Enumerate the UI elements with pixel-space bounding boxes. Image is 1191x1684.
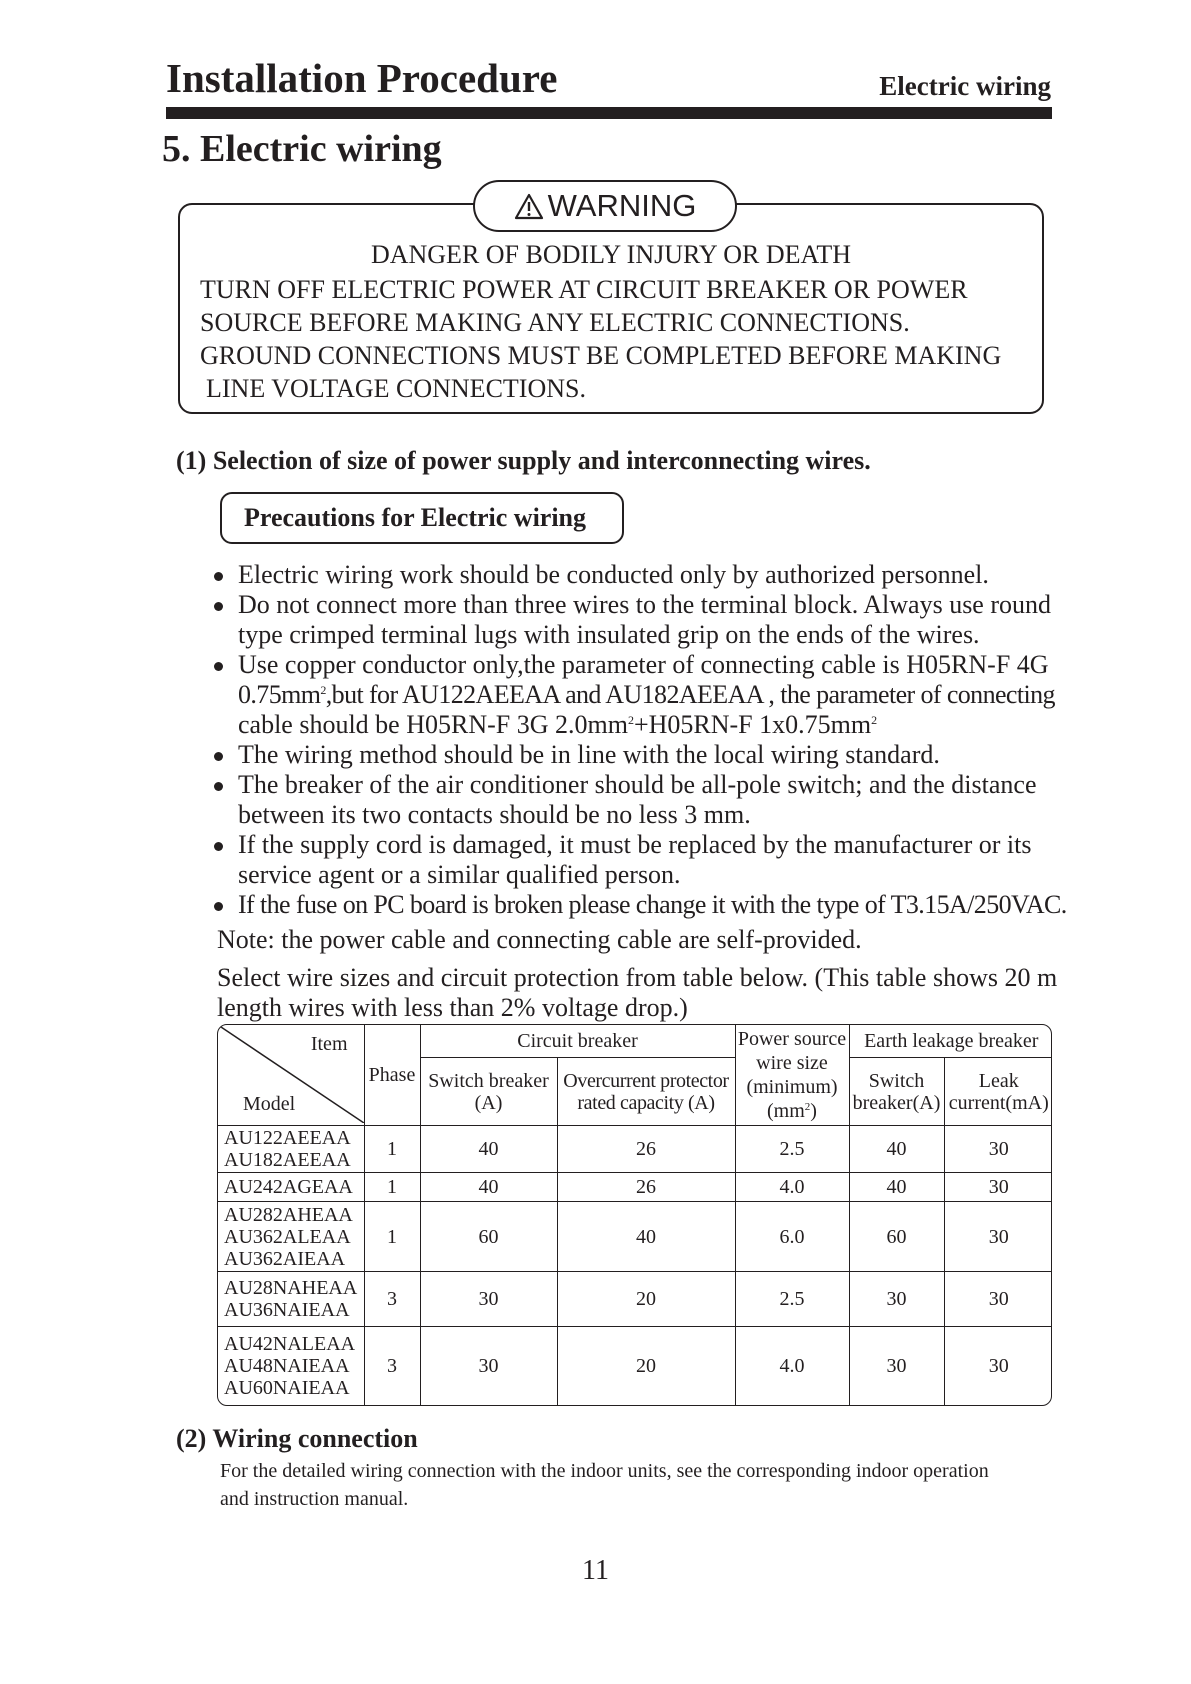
- warning-danger-text: DANGER OF BODILY INJURY OR DEATH: [370, 240, 852, 269]
- model-cell: [218, 1173, 364, 1202]
- overcurrent-cell: 26: [557, 1126, 735, 1173]
- wire-size-cell: 2.5: [735, 1271, 849, 1326]
- precautions-list: [210, 560, 1090, 920]
- list-item: [210, 740, 1090, 770]
- list-item: [210, 560, 1090, 590]
- header-switch-breaker: [420, 1058, 557, 1126]
- superscript: 2: [871, 713, 878, 727]
- model-name: AU362ALEAA: [224, 1225, 351, 1248]
- leak-current-cell: 30: [944, 1271, 1052, 1326]
- header-el-switch: [849, 1058, 944, 1126]
- header-rule: [166, 107, 1052, 119]
- el-switch-cell: 60: [849, 1202, 944, 1272]
- superscript: 2: [804, 1101, 811, 1114]
- bullet-text: service agent or a similar qualified person.: [238, 860, 681, 889]
- subsection-2-heading: (2) Wiring connection: [176, 1424, 418, 1453]
- table-row: [218, 1327, 1052, 1405]
- leak-current-cell: 30: [944, 1126, 1052, 1173]
- switch-breaker-cell: 40: [420, 1173, 557, 1202]
- switch-breaker-cell: 40: [420, 1126, 557, 1173]
- bullet-text: +H05RN-F 1x0.75mm: [633, 710, 872, 739]
- list-item: [210, 890, 1090, 920]
- wire-size-cell: 2.5: [735, 1126, 849, 1173]
- bullet-text: If the fuse on PC board is broken please change it with the type of T3.15A/250VAC.: [238, 890, 1067, 919]
- wiring-connection-text: and instruction manual.: [220, 1488, 409, 1510]
- header-leak-current: [944, 1058, 1052, 1126]
- wire-size-cell: 6.0: [735, 1202, 849, 1272]
- wire-size-cell: 4.0: [735, 1173, 849, 1202]
- wire-size-table: [217, 1024, 1052, 1406]
- warning-line: GROUND CONNECTIONS MUST BE COMPLETED BEFORE MAKING: [200, 341, 1002, 370]
- leak-current-cell: 30: [944, 1327, 1052, 1405]
- page-header-title: Installation Procedure: [166, 55, 558, 101]
- header-text: breaker(A): [852, 1091, 941, 1114]
- header-phase: Phase: [364, 1025, 420, 1126]
- el-switch-cell: 40: [849, 1126, 944, 1173]
- model-name: AU282AHEAA: [224, 1203, 353, 1226]
- warning-line: LINE VOLTAGE CONNECTIONS.: [206, 374, 586, 403]
- header-text: Switch: [868, 1069, 925, 1092]
- header-text: wire size: [756, 1052, 828, 1075]
- wire-size-cell: 4.0: [735, 1327, 849, 1405]
- list-item: [210, 650, 1090, 740]
- bullet-text: type crimped terminal lugs with insulated grip on the ends of the wires.: [238, 620, 980, 649]
- table-row: [218, 1126, 1052, 1173]
- model-name: AU242AGEAA: [224, 1176, 353, 1199]
- header-text: Overcurrent protector: [563, 1069, 729, 1092]
- note-text: Note: the power cable and connecting cable are self-provided.: [217, 925, 862, 954]
- precautions-title: Precautions for Electric wiring: [220, 492, 624, 544]
- header-text: (minimum): [746, 1076, 838, 1099]
- model-cell: [218, 1202, 364, 1272]
- section-title: 5. Electric wiring: [162, 128, 442, 170]
- bullet-text: cable should be H05RN-F 3G 2.0mm: [238, 710, 628, 739]
- corner-item-label: Item: [310, 1033, 348, 1055]
- model-name: AU48NAIEAA: [224, 1355, 350, 1378]
- bullet-text: 0.75mm: [238, 680, 321, 709]
- model-name: AU122AEEAA: [224, 1127, 351, 1150]
- wiring-connection-text: For the detailed wiring connection with the indoor units, see the corresponding indoor operation: [220, 1460, 989, 1482]
- leak-current-cell: 30: [944, 1173, 1052, 1202]
- header-text: (A): [474, 1091, 503, 1114]
- bullet-text: ,but for AU122AEEAA and AU182AEEAA , the parameter of connecting: [325, 680, 1055, 709]
- superscript: 2: [320, 683, 326, 697]
- table-corner-cell: [218, 1025, 364, 1126]
- select-text: Select wire sizes and circuit protection from table below. (This table shows 20 m: [217, 963, 1058, 992]
- model-name: AU182AEEAA: [224, 1149, 351, 1172]
- overcurrent-cell: 26: [557, 1173, 735, 1202]
- header-text: Power source: [737, 1028, 847, 1051]
- header-circuit-breaker: Circuit breaker: [420, 1025, 735, 1058]
- el-switch-cell: 30: [849, 1327, 944, 1405]
- subsection-1-heading: (1) Selection of size of power supply and interconnecting wires.: [176, 446, 871, 475]
- model-cell: [218, 1126, 364, 1173]
- model-cell: [218, 1327, 364, 1405]
- corner-model-label: Model: [243, 1093, 296, 1116]
- switch-breaker-cell: 30: [420, 1327, 557, 1405]
- header-text: current(mA): [948, 1091, 1049, 1114]
- el-switch-cell: 40: [849, 1173, 944, 1202]
- list-item: [210, 770, 1090, 830]
- bullet-text: The wiring method should be in line with the local wiring standard.: [238, 740, 940, 769]
- warning-triangle-icon: [514, 193, 544, 220]
- header-text: rated capacity (A): [577, 1091, 715, 1114]
- leak-current-cell: 30: [944, 1202, 1052, 1272]
- el-switch-cell: 30: [849, 1271, 944, 1326]
- header-overcurrent: [557, 1058, 735, 1126]
- table-row: [218, 1271, 1052, 1326]
- model-cell: [218, 1271, 364, 1326]
- bullet-text: between its two contacts should be no less 3 mm.: [238, 800, 751, 829]
- header-text: ): [810, 1100, 817, 1123]
- model-name: AU60NAIEAA: [224, 1377, 350, 1400]
- model-name: AU36NAIEAA: [224, 1299, 350, 1322]
- page-number: 11: [582, 1555, 609, 1586]
- phase-cell: 3: [364, 1271, 420, 1326]
- overcurrent-cell: 40: [557, 1202, 735, 1272]
- header-wire-size: [735, 1025, 849, 1126]
- phase-cell: 1: [364, 1173, 420, 1202]
- bullet-text: Electric wiring work should be conducted only by authorized personnel.: [238, 560, 989, 589]
- bullet-text: If the supply cord is damaged, it must be replaced by the manufacturer or its: [238, 830, 1032, 859]
- page-header-section-label: Electric wiring: [879, 71, 1051, 101]
- bullet-text: Use copper conductor only,the parameter of connecting cable is H05RN-F 4G: [238, 650, 1049, 679]
- warning-line: TURN OFF ELECTRIC POWER AT CIRCUIT BREAKER OR POWER: [200, 275, 968, 304]
- phase-cell: 1: [364, 1126, 420, 1173]
- table-row: [218, 1202, 1052, 1272]
- list-item: [210, 830, 1090, 890]
- header-text: Switch breaker: [428, 1069, 549, 1092]
- header-earth-leakage: Earth leakage breaker: [849, 1025, 1052, 1058]
- warning-label: [473, 180, 737, 232]
- header-text: Leak: [978, 1069, 1019, 1092]
- model-name: AU362AIEAA: [224, 1247, 346, 1270]
- model-name: AU28NAHEAA: [224, 1277, 358, 1300]
- warning-label-text: WARNING: [547, 188, 697, 223]
- select-text: length wires with less than 2% voltage drop.): [217, 993, 688, 1022]
- list-item: [210, 590, 1090, 650]
- overcurrent-cell: 20: [557, 1327, 735, 1405]
- phase-cell: 1: [364, 1202, 420, 1272]
- bullet-text: Do not connect more than three wires to the terminal block. Always use round: [238, 590, 1052, 619]
- switch-breaker-cell: 60: [420, 1202, 557, 1272]
- table-row: [218, 1173, 1052, 1202]
- warning-line: SOURCE BEFORE MAKING ANY ELECTRIC CONNECTIONS.: [200, 308, 910, 337]
- bullet-text: The breaker of the air conditioner should be all-pole switch; and the distance: [238, 770, 1037, 799]
- header-text: (mm: [767, 1100, 805, 1123]
- overcurrent-cell: 20: [557, 1271, 735, 1326]
- phase-cell: 3: [364, 1327, 420, 1405]
- switch-breaker-cell: 30: [420, 1271, 557, 1326]
- model-name: AU42NALEAA: [224, 1333, 356, 1356]
- superscript: 2: [627, 713, 634, 727]
